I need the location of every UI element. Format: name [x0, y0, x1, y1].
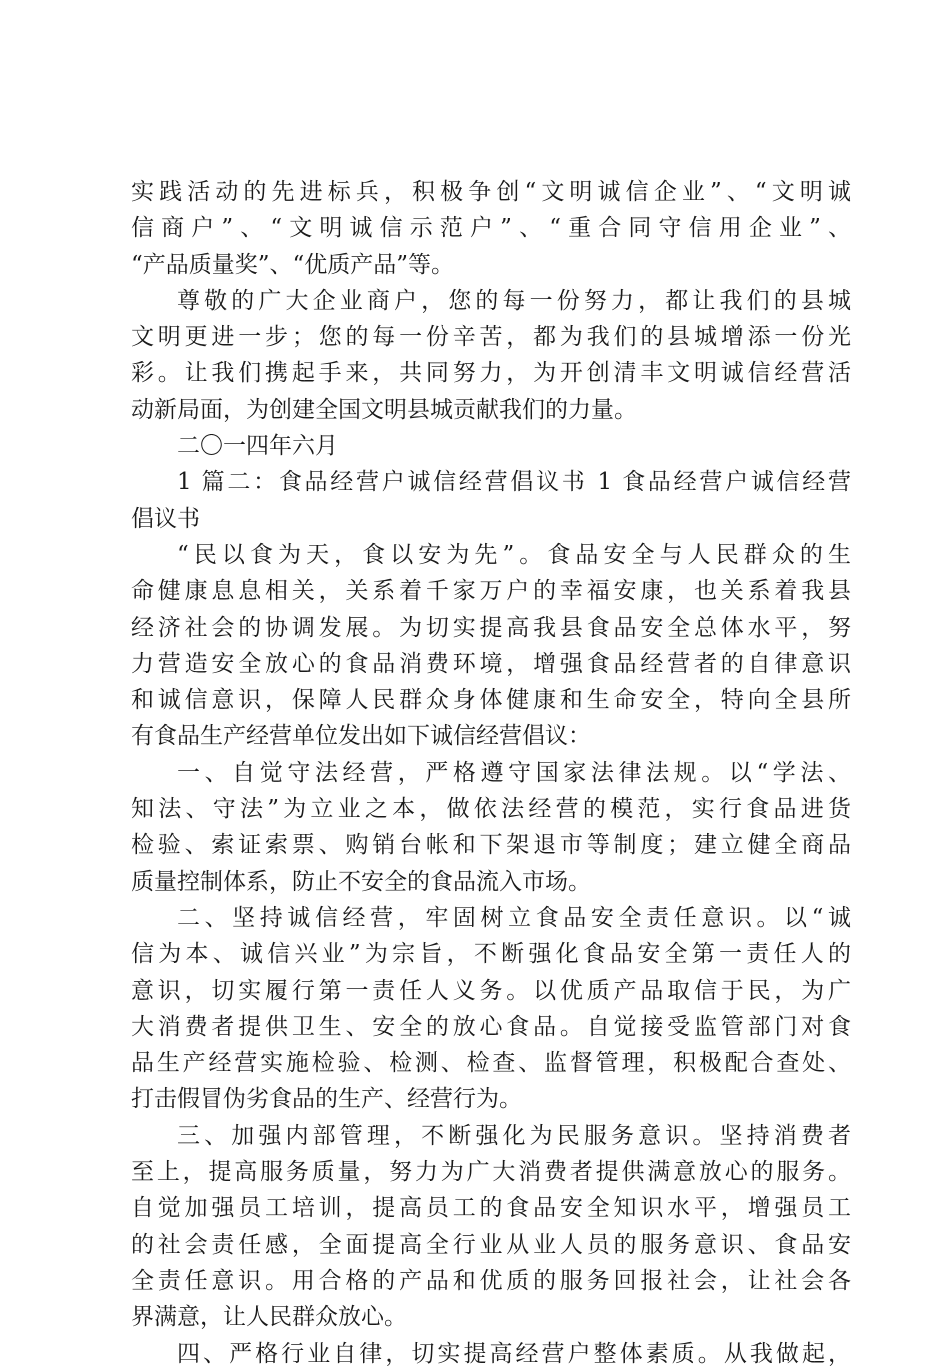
document-line: 和诚信意识，保障人民群众身体健康和生命安全，特向全县所	[131, 687, 851, 714]
document-line: 知法、守法”为立业之本，做依法经营的模范，实行食品进货	[131, 796, 851, 823]
document-line: 实践活动的先进标兵，积极争创“文明诚信企业”、“文明诚	[131, 179, 851, 205]
document-line: 一、自觉守法经营，严格遵守国家法律法规。以“学法、	[177, 759, 851, 786]
document-line: 质量控制体系，防止不安全的食品流入市场。	[131, 868, 591, 895]
document-line: 打击假冒伪劣食品的生产、经营行为。	[131, 1086, 522, 1113]
document-line: 文明更进一步；您的每一份辛苦，都为我们的县城增添一份光	[131, 324, 851, 351]
document-line: 三、加强内部管理，不断强化为民服务意识。坚持消费者	[177, 1122, 851, 1149]
document-line: 信商户”、“文明诚信示范户”、“重合同守信用企业”、	[131, 215, 851, 242]
document-line: 全责任意识。用合格的产品和优质的服务回报社会，让社会各	[131, 1267, 851, 1294]
document-line: “产品质量奖”、“优质产品”等。	[131, 251, 455, 278]
document-line: 1 篇二：食品经营户诚信经营倡议书 1 食品经营户诚信经营	[177, 469, 851, 496]
document-line: 动新局面，为创建全国文明县城贡献我们的力量。	[131, 396, 637, 423]
document-line: 命健康息息相关，关系着千家万户的幸福安康，也关系着我县	[131, 578, 851, 605]
document-line: 有食品生产经营单位发出如下诚信经营倡议：	[131, 723, 591, 750]
document-line: 彩。让我们携起手来，共同努力，为开创清丰文明诚信经营活	[131, 360, 851, 387]
document-line: 力营造安全放心的食品消费环境，增强食品经营者的自律意识	[131, 650, 851, 677]
document-line: 至上，提高服务质量，努力为广大消费者提供满意放心的服务。	[131, 1159, 851, 1186]
document-line: 二、坚持诚信经营，牢固树立食品安全责任意识。以“诚	[177, 904, 851, 931]
document-line: 自觉加强员工培训，提高员工的食品安全知识水平，增强员工	[131, 1195, 851, 1222]
document-line: 信为本、诚信兴业”为宗旨，不断强化食品安全第一责任人的	[131, 941, 851, 968]
document-line: 的社会责任感，全面提高全行业从业人员的服务意识、食品安	[131, 1231, 851, 1258]
document-line: 品生产经营实施检验、检测、检查、监督管理，积极配合查处、	[131, 1050, 851, 1077]
document-body	[131, 174, 851, 1372]
document-line: 界满意，让人民群众放心。	[131, 1304, 407, 1331]
document-line: 经济社会的协调发展。为切实提高我县食品安全总体水平，努	[131, 614, 851, 641]
document-line: 大消费者提供卫生、安全的放心食品。自觉接受监管部门对食	[131, 1013, 851, 1040]
document-line: 检验、索证索票、购销台帐和下架退市等制度；建立健全商品	[131, 832, 851, 859]
document-line: 倡议书	[131, 505, 200, 532]
document-line: 二〇一四年六月	[177, 433, 338, 460]
document-line: 尊敬的广大企业商户，您的每一份努力，都让我们的县城	[177, 287, 851, 314]
document-line: 四、严格行业自律，切实提高经营户整体素质。从我做起，	[177, 1340, 851, 1367]
document-line: 意识，切实履行第一责任人义务。以优质产品取信于民，为广	[131, 977, 851, 1004]
document-line: “民以食为天，食以安为先”。食品安全与人民群众的生	[177, 541, 851, 568]
